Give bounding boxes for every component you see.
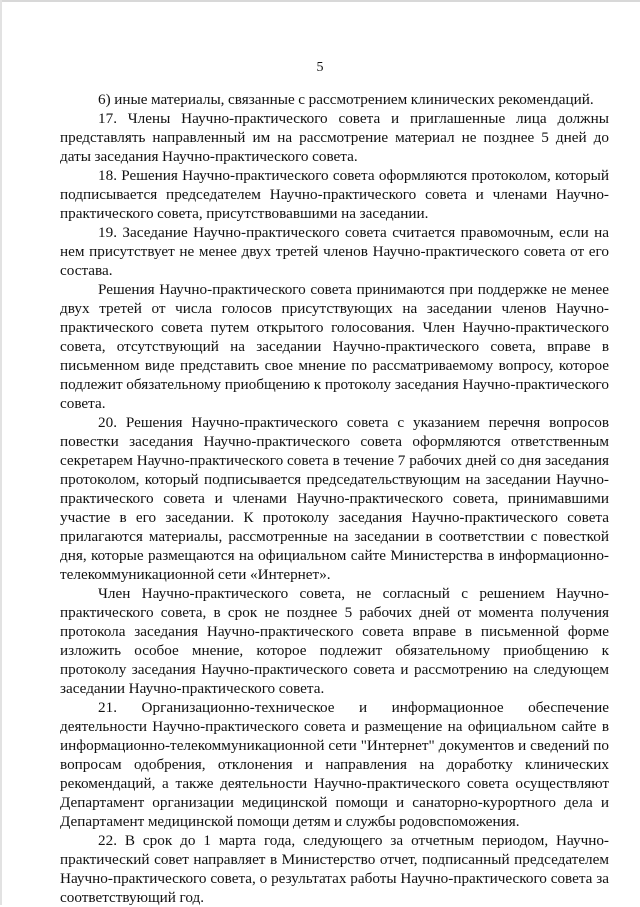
paragraph-clause-20: 20. Решения Научно-практического совета с указанием перечня вопросов повестки заседания Научно-практического совета оформляются ответственным секретарем Научно-практического совета в течение 7 рабочих дней со дня заседания протоколом, который подписывается председательствующим на заседании Научно-практического совета и членами Научно-практического совета, принимавшими участие в его заседании. К протоколу заседания Научно-практического совета прилагаются материалы, рассмотренные на заседании в соответствии с повесткой дня, которые размещаются на официальном сайте Министерства в информационно-телекоммуникационной сети «Интернет». [60, 414, 609, 583]
paragraph-clause-22: 22. В срок до 1 марта года, следующего за отчетным периодом, Научно-практический совет направляет в Министерство отчет, подписанный председателем Научно-практического совета, о результатах работы Научно-практического совета за соответствующий год. [60, 832, 609, 906]
paragraph-clause-19-decisions: Решения Научно-практического совета принимаются при поддержке не менее двух третей от числа голосов присутствующих на заседании членов Научно-практического совета путем открытого голосования. Член Научно-практического совета, отсутствующий на заседании Научно-практического совета, вправе в письменном виде представить свое мнение по рассматриваемому вопросу, которое подлежит обязательному приобщению к протоколу заседания Научно-практического совета. [60, 281, 609, 412]
document-body [60, 90, 609, 907]
paragraph-clause-21: 21. Организационно-техническое и информационное обеспечение деятельности Научно-практического совета и размещение на официальном сайте в информационно-телекоммуникационной сети "Интернет" документов и сведений по вопросам одобрения, отклонения и направления на доработку клинических рекомендаций, а также деятельности Научно-практического совета осуществляют Департамент организации медицинской помощи и санаторно-курортного дела и Департамент медицинской помощи детям и службы родовспоможения. [60, 699, 609, 830]
paragraph-clause-18: 18. Решения Научно-практического совета оформляются протоколом, который подписывается председателем Научно-практического совета и членами Научно-практического совета, присутствовавшими на заседании. [60, 167, 609, 222]
scan-edge-left [0, 0, 2, 905]
paragraph-clause-19: 19. Заседание Научно-практического совета считается правомочным, если на нем присутствует не менее двух третей членов Научно-практического совета от его состава. [60, 224, 609, 279]
page-number: 5 [316, 60, 324, 75]
paragraph-clause-20-dissent: Член Научно-практического совета, не согласный с решением Научно-практического совета, в срок не позднее 5 рабочих дней от момента получения протокола заседания Научно-практического совета вправе в письменной форме изложить особое мнение, которое подлежит обязательному приобщению к протоколу заседания Научно-практического совета и рассмотрению на следующем заседании Научно-практического совета. [60, 585, 609, 697]
paragraph-item-6: 6) иные материалы, связанные с рассмотрением клинических рекомендаций. [98, 91, 594, 108]
scan-edge-top [0, 0, 640, 2]
paragraph-clause-17: 17. Члены Научно-практического совета и приглашенные лица должны представлять направленный им на рассмотрение материал не позднее 5 дней до даты заседания Научно-практического совета. [60, 110, 609, 165]
